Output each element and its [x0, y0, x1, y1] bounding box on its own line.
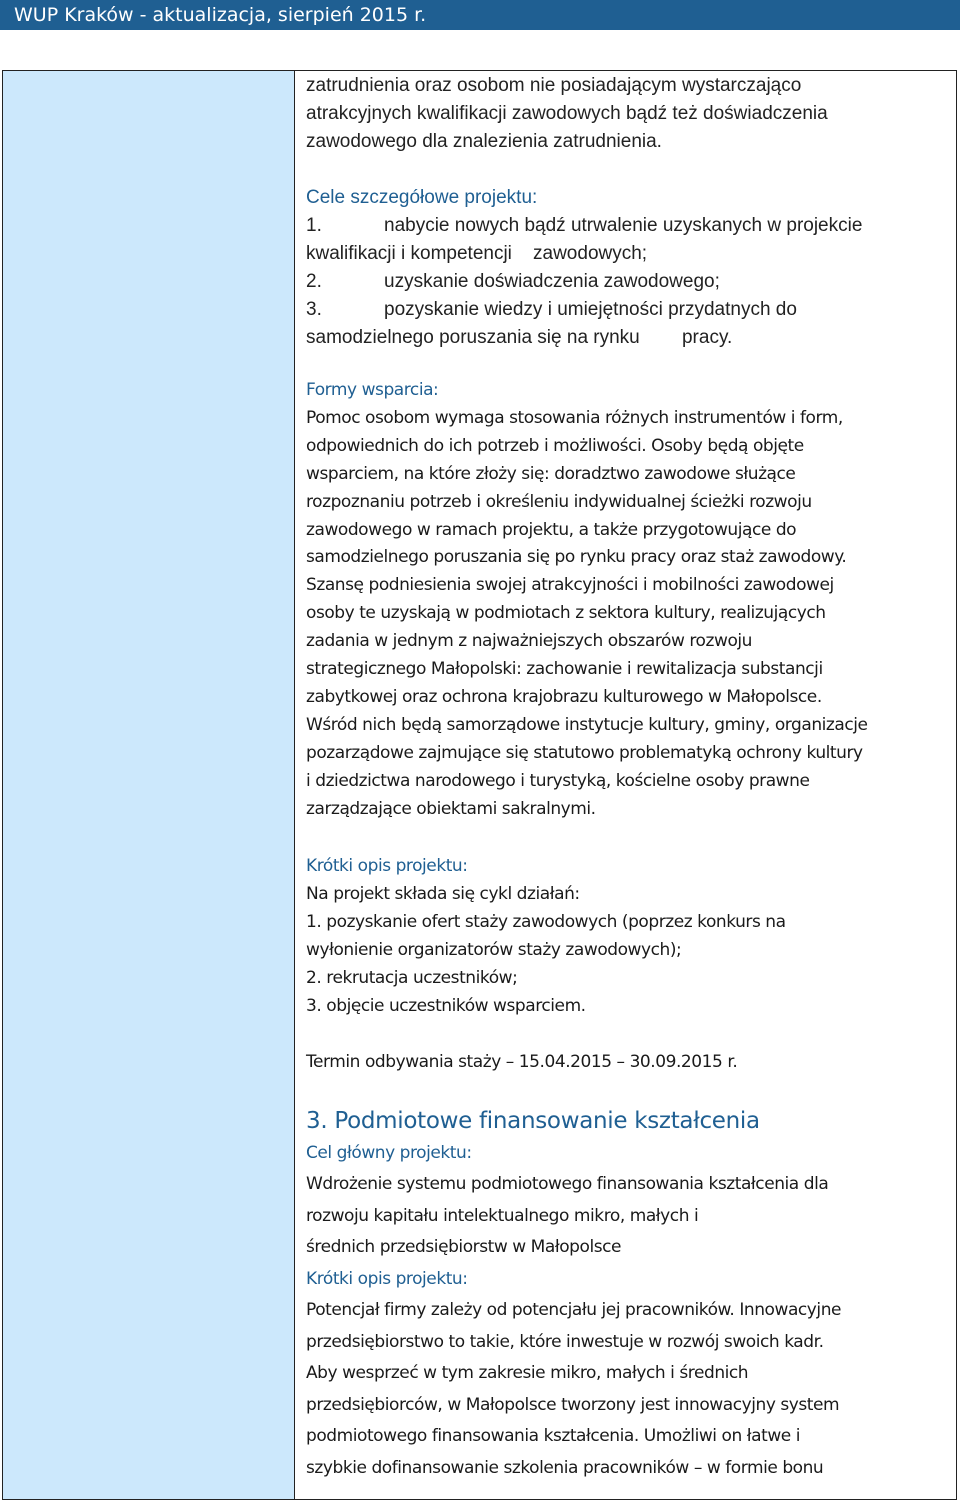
- section3-cel-heading: Cel główny projektu:: [306, 1142, 472, 1163]
- formy-line: wsparciem, na które złoży się: doradztwo zawodowe służące: [306, 463, 796, 484]
- formy-line: Szansę podniesienia swojej atrakcyjności i mobilności zawodowej: [306, 575, 834, 596]
- formy-line: odpowiednich do ich potrzeb i możliwości. Osoby będą objęte: [306, 435, 804, 456]
- formy-section: [306, 377, 951, 824]
- section3-title: 3. Podmiotowe finansowanie kształcenia: [306, 1107, 760, 1134]
- cele-item-1-cont: kwalifikacji i kompetencji zawodowych;: [306, 243, 648, 264]
- section3-opis-heading: Krótki opis projektu:: [306, 1268, 468, 1289]
- formy-line: rozpoznaniu potrzeb i określeniu indywidualnej ścieżki rozwoju: [306, 491, 812, 512]
- formy-heading: Formy wsparcia:: [306, 380, 439, 400]
- content-column: [306, 72, 951, 1484]
- opis-line: wyłonienie organizatorów staży zawodowych);: [306, 939, 682, 960]
- section3-opis-line: przedsiębiorców, w Małopolsce tworzony jest innowacyjny system: [306, 1394, 840, 1415]
- formy-line: zadania w jednym z najważniejszych obszarów rozwoju: [306, 631, 752, 652]
- section3-body: [306, 1138, 951, 1485]
- text-line: zatrudnienia oraz osobom nie posiadającym wystarczająco: [306, 75, 802, 96]
- opis-line: 2. rekrutacja uczestników;: [306, 967, 518, 988]
- cele-heading: Cele szczegółowe projektu:: [306, 187, 538, 208]
- formy-line: osoby te uzyskają w podmiotach z sektora kultury, realizujących: [306, 603, 826, 624]
- opis-heading: Krótki opis projektu:: [306, 855, 468, 876]
- termin-line: Termin odbywania staży – 15.04.2015 – 30.09.2015 r.: [306, 1051, 738, 1072]
- text-line: atrakcyjnych kwalifikacji zawodowych bądź też doświadczenia: [306, 103, 828, 124]
- formy-line: i dziedzictwa narodowego i turystyką, kościelne osoby prawne: [306, 770, 810, 791]
- opis-line: 3. objęcie uczestników wsparciem.: [306, 995, 586, 1016]
- header-title: WUP Kraków - aktualizacja, sierpień 2015 r.: [14, 4, 427, 26]
- cele-item-2: 2. uzyskanie doświadczenia zawodowego;: [306, 271, 720, 292]
- formy-line: Wśród nich będą samorządowe instytucje kultury, gminy, organizacje: [306, 714, 868, 735]
- formy-line: pozarządowe zajmujące się statutowo problematyką ochrony kultury: [306, 742, 863, 763]
- cele-item-1: 1. nabycie nowych bądź utrwalenie uzyskanych w projekcie: [306, 215, 863, 236]
- intro-paragraph: [306, 72, 951, 156]
- page-header-band: [0, 0, 960, 30]
- section3-opis-line: Aby wesprzeć w tym zakresie mikro, małych i średnich: [306, 1363, 749, 1383]
- opis-line: 1. pozyskanie ofert staży zawodowych (poprzez konkurs na: [306, 911, 786, 932]
- section3-cel-line: Wdrożenie systemu podmiotowego finansowania kształcenia dla: [306, 1174, 829, 1194]
- text-line: zawodowego dla znalezienia zatrudnienia.: [306, 131, 662, 152]
- section3-opis-line: podmiotowego finansowania kształcenia. Umożliwi on łatwe i: [306, 1426, 801, 1446]
- formy-line: samodzielnego poruszania się po rynku pracy oraz staż zawodowy.: [306, 547, 847, 568]
- cele-item-3: 3. pozyskanie wiedzy i umiejętności przydatnych do: [306, 299, 797, 320]
- formy-line: zabytkowej oraz ochrona krajobrazu kulturowego w Małopolsce.: [306, 686, 822, 707]
- section3-cel-line: rozwoju kapitału intelektualnego mikro, małych i: [306, 1205, 699, 1226]
- formy-line: zawodowego w ramach projektu, a także przygotowujące do: [306, 519, 797, 540]
- formy-line: strategicznego Małopolski: zachowanie i rewitalizacja substancji: [306, 659, 823, 680]
- table-left-column: [3, 71, 295, 1499]
- section3-opis-line: Potencjał firmy zależy od potencjału jej pracowników. Innowacyjne: [306, 1300, 842, 1320]
- opis-line: Na projekt składa się cykl działań:: [306, 883, 580, 904]
- formy-line: zarządzające obiektami sakralnymi.: [306, 798, 596, 819]
- section3-opis-line: szybkie dofinansowanie szkolenia pracowników – w formie bonu: [306, 1457, 824, 1478]
- formy-line: Pomoc osobom wymaga stosowania różnych instrumentów i form,: [306, 407, 843, 428]
- section3-cel-line: średnich przedsiębiorstw w Małopolsce: [306, 1237, 622, 1257]
- cele-item-3-cont: samodzielnego poruszania się na rynku pracy.: [306, 327, 733, 348]
- section3-opis-line: przedsiębiorstwo to takie, które inwestuje w rozwój swoich kadr.: [306, 1331, 824, 1352]
- cele-section: [306, 184, 951, 352]
- opis-section: [306, 852, 951, 1076]
